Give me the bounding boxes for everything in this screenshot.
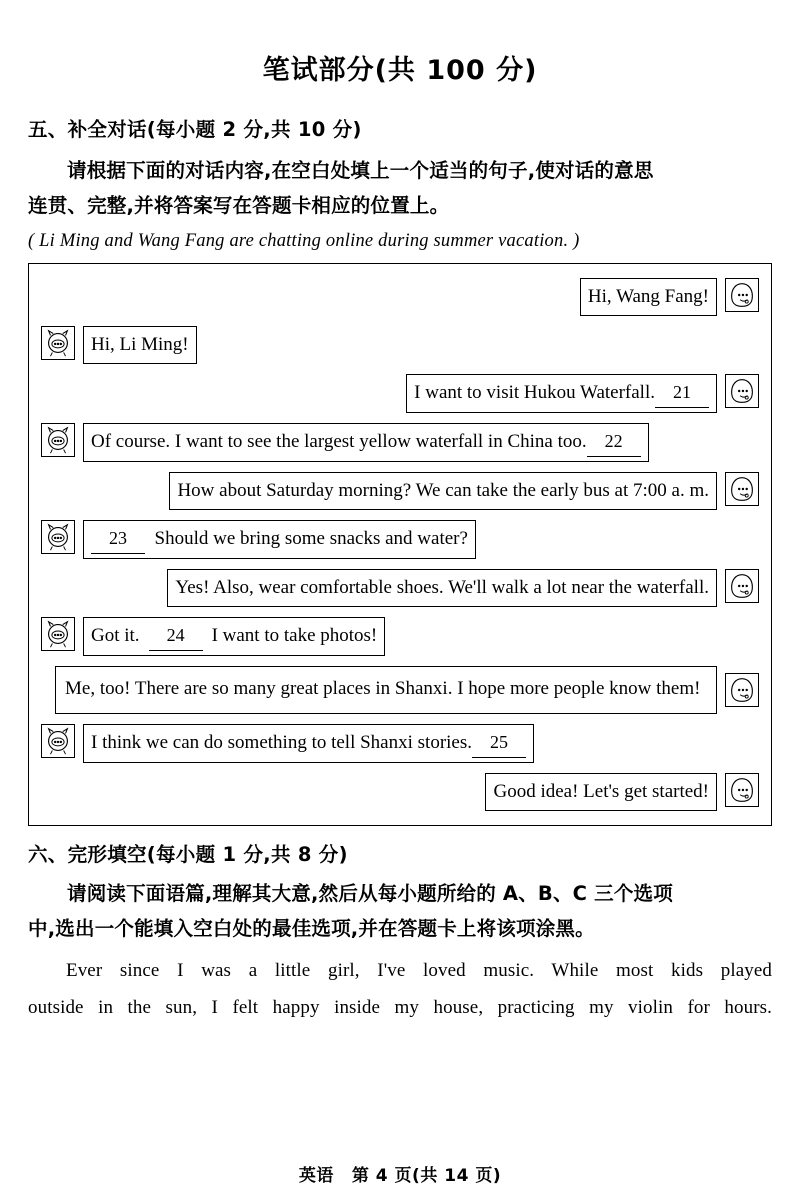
chat-text: How about Saturday morning? We can take the early bus at 7:00 a. m. bbox=[177, 480, 709, 501]
page-footer bbox=[0, 1161, 800, 1186]
page-title: 笔试部分(共 100 分) bbox=[262, 55, 538, 86]
chat-row bbox=[41, 278, 759, 316]
section-six-instruction-line-1: 请阅读下面语篇,理解其大意,然后从每小题所给的 A、B、C 三个选项 bbox=[67, 882, 673, 905]
chat-bubble bbox=[169, 472, 717, 510]
bear-face-icon bbox=[41, 724, 75, 758]
chat-row bbox=[41, 472, 759, 510]
chat-bubble bbox=[83, 724, 534, 763]
chat-row bbox=[41, 724, 759, 763]
chat-bubble bbox=[580, 278, 717, 316]
answer-blank-25[interactable]: 25 bbox=[472, 728, 526, 758]
bear-face-icon bbox=[41, 617, 75, 651]
chat-bubble bbox=[485, 773, 717, 811]
chat-text: Hi, Wang Fang! bbox=[587, 286, 709, 307]
chat-row bbox=[41, 666, 759, 714]
blob-face-icon bbox=[725, 773, 759, 807]
chat-text: Hi, Li Ming! bbox=[91, 334, 189, 355]
chat-text: Me, too! There are so many great places in Shanxi. I hope more people know them! bbox=[65, 678, 701, 699]
chat-text: Should we bring some snacks and water? bbox=[154, 528, 468, 549]
chat-text-after: I want to take photos! bbox=[211, 625, 378, 646]
section-five-instruction-line-2: 连贯、完整,并将答案写在答题卡相应的位置上。 bbox=[28, 194, 450, 217]
chat-row bbox=[41, 773, 759, 811]
blob-face-icon bbox=[725, 374, 759, 408]
chat-bubble bbox=[83, 326, 197, 364]
blob-face-icon bbox=[725, 278, 759, 312]
bear-face-icon bbox=[41, 520, 75, 554]
passage-line-1: Ever since I was a little girl, I've loved music. While most kids played bbox=[66, 960, 772, 981]
chat-bubble bbox=[406, 374, 717, 413]
chat-row bbox=[41, 374, 759, 413]
stage-direction: ( Li Ming and Wang Fang are chatting online during summer vacation. ) bbox=[28, 231, 580, 251]
chat-text: I think we can do something to tell Shanxi stories. bbox=[91, 732, 473, 753]
answer-blank-23[interactable]: 23 bbox=[91, 524, 145, 554]
bear-face-icon bbox=[41, 423, 75, 457]
chat-text-before: Got it. bbox=[91, 625, 140, 646]
chat-text: Of course. I want to see the largest yellow waterfall in China too. bbox=[91, 431, 587, 452]
chat-row bbox=[41, 617, 759, 656]
chat-row bbox=[41, 569, 759, 607]
answer-blank-24[interactable]: 24 bbox=[149, 621, 203, 651]
chat-row bbox=[41, 326, 759, 364]
chat-bubble bbox=[83, 617, 385, 656]
blob-face-icon bbox=[725, 472, 759, 506]
section-five-instruction-line-1: 请根据下面的对话内容,在空白处填上一个适当的句子,使对话的意思 bbox=[67, 159, 654, 182]
section-five-heading: 五、补全对话(每小题 2 分,共 10 分) bbox=[28, 118, 362, 141]
passage-line-2: outside in the sun, I felt happy inside my house, practicing my violin for hours. bbox=[28, 997, 772, 1018]
chat-text: Yes! Also, wear comfortable shoes. We'll walk a lot near the waterfall. bbox=[175, 577, 709, 598]
answer-blank-21[interactable]: 21 bbox=[655, 378, 709, 408]
chat-bubble bbox=[55, 666, 717, 714]
footer-subject: 英语 bbox=[298, 1166, 334, 1186]
chat-bubble bbox=[83, 520, 476, 559]
section-six-heading: 六、完形填空(每小题 1 分,共 8 分) bbox=[28, 843, 348, 866]
blob-face-icon bbox=[725, 569, 759, 603]
section-six-instruction-line-2: 中,选出一个能填入空白处的最佳选项,并在答题卡上将该项涂黑。 bbox=[28, 917, 595, 940]
chat-text: Good idea! Let's get started! bbox=[493, 781, 709, 802]
chat-bubble bbox=[167, 569, 717, 607]
answer-blank-22[interactable]: 22 bbox=[587, 427, 641, 457]
chat-transcript bbox=[28, 263, 772, 826]
footer-page-label: 第 4 页(共 14 页) bbox=[351, 1166, 502, 1186]
chat-row bbox=[41, 520, 759, 559]
blob-face-icon bbox=[725, 673, 759, 707]
chat-bubble bbox=[83, 423, 649, 462]
chat-text: I want to visit Hukou Waterfall. bbox=[414, 382, 655, 403]
bear-face-icon bbox=[41, 326, 75, 360]
chat-row bbox=[41, 423, 759, 462]
